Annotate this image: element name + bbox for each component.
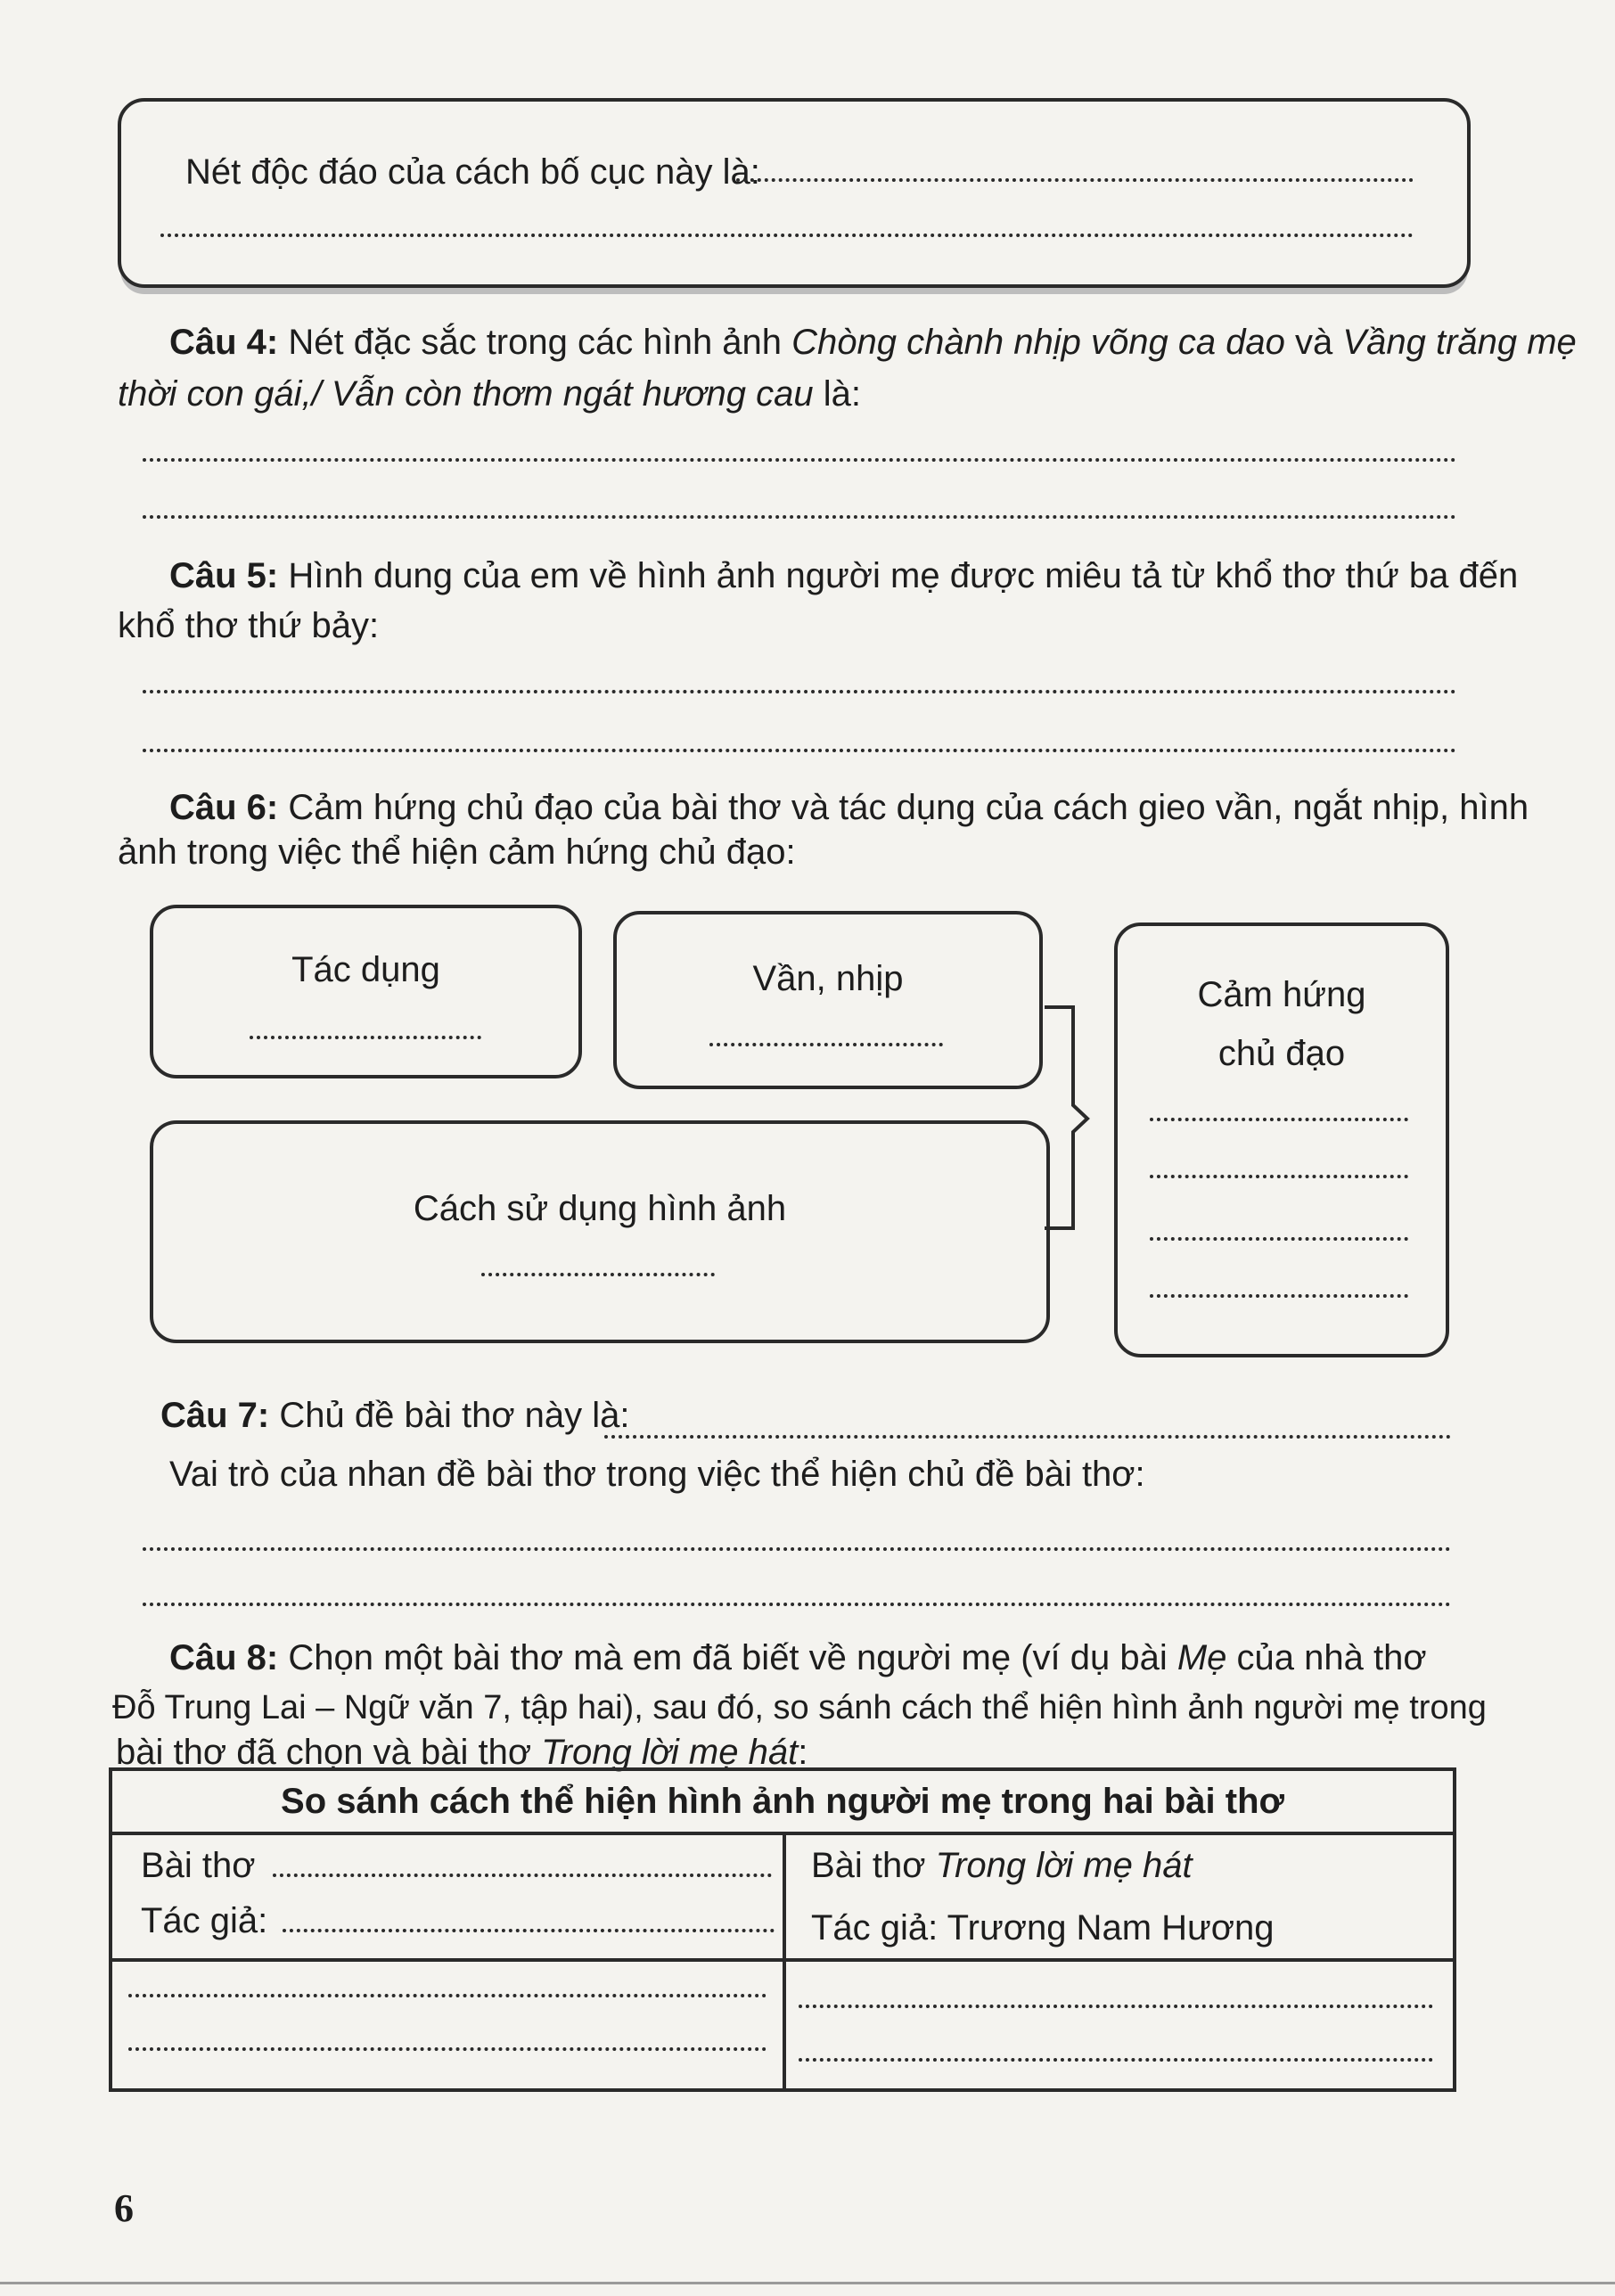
right-poem-label: Bài thơ xyxy=(811,1846,936,1885)
q4-text: Nét đặc sắc trong các hình ảnh xyxy=(278,323,792,362)
answer-line[interactable] xyxy=(250,1036,481,1039)
q6-line2: ảnh trong việc thể hiện cảm hứng chủ đạo: xyxy=(118,832,796,872)
answer-line[interactable] xyxy=(736,178,1414,182)
q5-label: Câu 5: xyxy=(169,556,279,595)
left-author-label: Tác giả: xyxy=(141,1901,268,1940)
q6-label: Câu 6: xyxy=(169,788,279,827)
page-number: 6 xyxy=(114,2186,134,2230)
table-header: So sánh cách thể hiện hình ảnh người mẹ trong hai bài thơ xyxy=(111,1769,1455,1833)
answer-line[interactable] xyxy=(143,458,1456,462)
left-author-line xyxy=(112,1890,783,1951)
answer-line[interactable] xyxy=(1150,1294,1408,1298)
q8-text: Chọn một bài thơ mà em đã biết về người mẹ (ví dụ bài xyxy=(278,1638,1177,1677)
right-answer-cell xyxy=(784,1960,1455,2090)
q8-line2: Đỗ Trung Lai – Ngữ văn 7, tập hai), sau đó, so sánh cách thể hiện hình ảnh người mẹ trong xyxy=(112,1689,1487,1726)
answer-line[interactable] xyxy=(160,234,1414,237)
right-poem-line xyxy=(786,1835,1453,1896)
diagram-label-inspiration-2: chủ đạo xyxy=(1217,1034,1346,1073)
answer-line[interactable] xyxy=(128,1994,767,1997)
answer-line[interactable] xyxy=(709,1043,943,1046)
bracket-connector xyxy=(1043,998,1114,1239)
q7-line1 xyxy=(160,1392,630,1439)
q4-text: và xyxy=(1284,323,1343,362)
answer-line[interactable] xyxy=(143,1603,1451,1606)
q4-quote: Chòng chành nhịp võng ca dao xyxy=(791,323,1285,362)
answer-line[interactable] xyxy=(481,1273,715,1276)
answer-line[interactable] xyxy=(1150,1237,1408,1241)
answer-line[interactable] xyxy=(143,1547,1451,1551)
q8-quote: Trong lời mẹ hát xyxy=(541,1733,799,1772)
q7-line2: Vai trò của nhan đề bài thơ trong việc thể hiện chủ đề bài thơ: xyxy=(169,1455,1145,1494)
q8-quote: Mẹ xyxy=(1176,1638,1227,1677)
answer-line[interactable] xyxy=(283,1929,775,1932)
q5-line1 xyxy=(169,553,1518,599)
q4-text: là: xyxy=(813,374,861,414)
q7-text: Chủ đề bài thơ này là: xyxy=(269,1396,630,1435)
diagram-label-effect: Tác dụng xyxy=(291,950,440,989)
q8-text: của nhà thơ xyxy=(1226,1638,1427,1677)
diagram-box-image xyxy=(150,1120,1050,1343)
q4-line2 xyxy=(118,371,861,417)
top-box-label: Nét độc đáo của cách bố cục này là: xyxy=(185,152,760,192)
q8-line1 xyxy=(169,1635,1427,1681)
q4-quote: thời con gái,/ Vẫn còn thơm ngát hương cau xyxy=(118,374,814,414)
q5-line2: khổ thơ thứ bảy: xyxy=(118,606,380,645)
q8-label: Câu 8: xyxy=(169,1638,279,1677)
diagram-label-inspiration-1: Cảm hứng xyxy=(1197,975,1366,1014)
right-author-line: Tác giả: Trương Nam Hương xyxy=(811,1908,1275,1948)
q5-text: Hình dung của em về hình ảnh người mẹ được miêu tả từ khổ thơ thứ ba đến xyxy=(278,556,1519,595)
answer-line[interactable] xyxy=(273,1874,772,1877)
right-poem-title: Trong lời mẹ hát xyxy=(935,1846,1193,1885)
left-poem-label: Bài thơ xyxy=(141,1846,256,1885)
q4-label: Câu 4: xyxy=(169,323,279,362)
q8-text: : xyxy=(798,1733,808,1772)
q8-text: bài thơ đã chọn và bài thơ xyxy=(116,1733,542,1772)
comparison-table xyxy=(109,1767,1456,2092)
answer-line[interactable] xyxy=(1150,1118,1408,1121)
answer-line[interactable] xyxy=(1150,1175,1408,1178)
bottom-edge xyxy=(0,2282,1615,2284)
q6-text: Cảm hứng chủ đạo của bài thơ và tác dụng của cách gieo vần, ngắt nhịp, hình xyxy=(278,788,1529,827)
diagram-label-rhyme: Vần, nhịp xyxy=(752,959,904,998)
answer-line[interactable] xyxy=(143,749,1456,752)
left-answer-cell xyxy=(111,1960,784,2090)
q4-quote: Vầng trăng mẹ xyxy=(1342,323,1577,362)
answer-line[interactable] xyxy=(128,2047,767,2051)
q4-line1 xyxy=(169,319,1577,365)
left-poem-line xyxy=(112,1835,783,1896)
answer-line[interactable] xyxy=(604,1435,1451,1439)
right-poem-cell xyxy=(784,1833,1455,1960)
left-poem-cell xyxy=(111,1833,784,1960)
q6-line1 xyxy=(169,784,1529,831)
q7-label: Câu 7: xyxy=(160,1396,270,1435)
answer-line[interactable] xyxy=(143,515,1456,519)
diagram-label-image: Cách sử dụng hình ảnh xyxy=(413,1189,787,1228)
answer-line[interactable] xyxy=(799,2058,1433,2062)
answer-line[interactable] xyxy=(799,2005,1433,2008)
answer-line[interactable] xyxy=(143,690,1456,693)
